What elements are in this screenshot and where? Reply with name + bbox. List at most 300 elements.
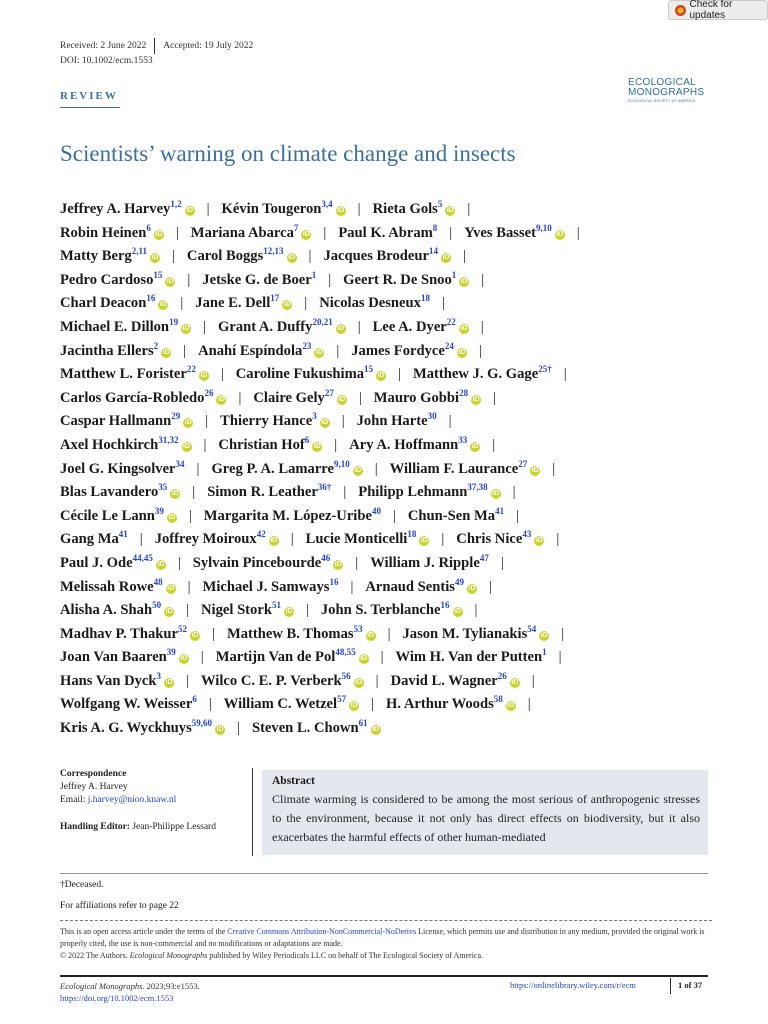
author-separator: |: [374, 460, 378, 477]
author-line: [60, 410, 720, 434]
author-name: Melissah Rowe: [60, 578, 154, 595]
orcid-icon[interactable]: iD: [167, 584, 175, 592]
author-separator: |: [398, 366, 401, 383]
date-separator: [154, 38, 155, 54]
orcid-icon[interactable]: iD: [338, 395, 346, 403]
author-name: Hans Van Dyck: [60, 672, 157, 689]
author: [198, 340, 324, 359]
affiliation-superscript[interactable]: 22: [446, 317, 456, 328]
affiliation-superscript[interactable]: 58: [493, 694, 503, 705]
author-name: Sylvain Pincebourde: [192, 554, 322, 571]
license-text: [60, 926, 710, 962]
author-separator: |: [358, 389, 362, 406]
affiliation-superscript[interactable]: 44,45: [132, 553, 153, 564]
orcid-icon[interactable]: iD: [507, 702, 515, 710]
author-name: Joel G. Kingsolver: [60, 460, 176, 477]
orcid-icon[interactable]: iD: [556, 230, 564, 238]
author: [358, 484, 500, 500]
orcid-icon[interactable]: iD: [313, 442, 321, 450]
affiliation-superscript[interactable]: 35: [158, 482, 168, 493]
author: [391, 673, 520, 689]
author-name: Ary A. Hoffmann: [349, 436, 459, 453]
author-name: Caroline Fukushima: [235, 366, 365, 383]
author: [60, 413, 193, 429]
author-separator: |: [500, 554, 504, 571]
affiliation-superscript[interactable]: 24: [444, 340, 454, 351]
author-separator: |: [343, 484, 347, 501]
affiliation-superscript[interactable]: 7: [293, 222, 299, 233]
affiliation-superscript[interactable]: 48,55: [335, 647, 356, 658]
orcid-icon[interactable]: iD: [492, 490, 500, 498]
author-name: Martijn Van de Pol: [215, 649, 336, 666]
affiliation-superscript[interactable]: 41: [118, 529, 128, 540]
author: [60, 340, 171, 359]
affiliation-superscript[interactable]: 47: [479, 553, 489, 564]
affiliation-superscript[interactable]: 34: [175, 458, 185, 469]
orcid-icon[interactable]: iD: [168, 513, 176, 521]
author-line: [60, 552, 720, 576]
orcid-icon[interactable]: iD: [151, 254, 159, 262]
author-name: Michael E. Dillon: [60, 318, 170, 335]
article-title: Scientists’ warning on climate change and insects: [60, 141, 516, 166]
orcid-icon[interactable]: iD: [472, 395, 480, 403]
license-part1: This is an open access article under the terms of the: [60, 927, 228, 936]
orcid-icon[interactable]: iD: [360, 655, 368, 663]
author-separator: |: [489, 578, 492, 595]
author: [252, 720, 381, 736]
affiliation-superscript[interactable]: 6: [192, 694, 197, 705]
author-separator: |: [441, 531, 445, 548]
author-separator: |: [448, 413, 452, 430]
orcid-icon[interactable]: iD: [191, 631, 199, 639]
author-line: [60, 505, 720, 529]
author-name: Michael J. Samways: [202, 578, 330, 595]
author-name: Matty Berg: [60, 248, 132, 265]
affiliation-superscript[interactable]: 29: [171, 411, 181, 422]
author: [373, 201, 456, 217]
orcid-icon[interactable]: iD: [354, 466, 362, 474]
affiliation-superscript[interactable]: 39: [166, 647, 176, 658]
author: [60, 484, 180, 500]
affiliation-superscript[interactable]: 31,32: [158, 435, 179, 446]
orcid-icon[interactable]: iD: [184, 419, 192, 427]
author-name: Paul J. Ode: [60, 554, 133, 571]
author-separator: |: [212, 625, 215, 642]
affiliation-superscript[interactable]: 36†: [317, 482, 332, 493]
affiliation-superscript[interactable]: 51: [271, 600, 281, 611]
author: [60, 623, 200, 642]
affiliation-superscript[interactable]: 41: [495, 505, 505, 516]
author: [226, 623, 376, 642]
affiliation-superscript[interactable]: 61: [358, 718, 368, 729]
author: [155, 531, 279, 547]
copyright-a: © 2022 The Authors.: [60, 951, 130, 960]
affiliation-superscript[interactable]: 37,38: [467, 482, 488, 493]
orcid-icon[interactable]: iD: [460, 277, 468, 285]
affiliation-superscript[interactable]: 23: [302, 340, 312, 351]
author: [60, 576, 176, 595]
affiliation-superscript[interactable]: 30: [427, 411, 437, 422]
author: [60, 531, 128, 547]
author: [60, 295, 168, 311]
orcid-icon[interactable]: iD: [511, 678, 519, 686]
author-name: Simon R. Leather: [207, 484, 318, 501]
check-for-updates-label: Check for updates: [689, 0, 733, 21]
handling-editor-name: Jean-Philippe Lessard: [132, 822, 216, 832]
author: [193, 555, 344, 571]
author-separator: |: [558, 649, 562, 666]
orcid-icon[interactable]: iD: [162, 348, 170, 356]
affiliation-superscript[interactable]: 57: [337, 694, 347, 705]
handling-editor-label: Handling Editor:: [60, 822, 133, 832]
author-separator: |: [481, 271, 485, 288]
copyright-b: published by Wiley Periodicals LLC on behalf of The Ecological Society of America.: [207, 951, 484, 960]
license-link[interactable]: Creative Commons Attribution-NonCommercial-NoDerivs: [227, 927, 417, 936]
orcid-icon[interactable]: iD: [315, 348, 323, 356]
affiliation-superscript[interactable]: 19: [169, 317, 179, 328]
author: [224, 696, 359, 712]
author: [202, 576, 339, 595]
orcid-icon[interactable]: iD: [446, 207, 454, 214]
affiliation-superscript[interactable]: 28: [459, 387, 469, 398]
author-name: Jeffrey A. Harvey: [60, 201, 171, 217]
author-separator: |: [323, 224, 327, 241]
author-separator: |: [304, 295, 308, 312]
author-separator: |: [187, 271, 191, 288]
author: [211, 458, 362, 477]
author-name: Nicolas Desneux: [319, 295, 421, 312]
orcid-icon[interactable]: iD: [460, 324, 468, 332]
author: [60, 201, 195, 217]
page-number: 1 of 37: [678, 980, 703, 990]
orcid-icon[interactable]: iD: [540, 631, 548, 639]
author: [203, 505, 381, 524]
author-name: H. Arthur Woods: [386, 696, 494, 713]
author-separator: |: [175, 224, 179, 241]
affiliation-superscript[interactable]: 16: [440, 600, 450, 611]
author-name: Pedro Cardoso: [60, 271, 154, 288]
footer-journal-url[interactable]: https://onlinelibrary.wiley.com/r/ecm: [510, 980, 636, 990]
author-line: [60, 198, 720, 222]
affiliation-superscript[interactable]: 50: [152, 600, 162, 611]
affiliation-superscript[interactable]: 1: [451, 269, 457, 280]
author: [218, 319, 346, 335]
author: [60, 505, 177, 524]
affiliation-superscript[interactable]: 42: [256, 529, 266, 540]
author: [207, 484, 331, 500]
author-name: Cécile Le Lann: [60, 507, 155, 524]
author-name: Jacintha Ellers: [60, 342, 154, 359]
author: [218, 437, 322, 453]
footer-citation: [60, 980, 200, 1004]
affiliation-superscript[interactable]: 18: [407, 529, 417, 540]
author-name: Jetske G. de Boer: [202, 271, 312, 288]
footer-separator: [670, 978, 671, 994]
abstract-heading: Abstract: [272, 775, 315, 787]
orcid-icon[interactable]: iD: [155, 230, 163, 238]
author-line: [60, 316, 720, 340]
orcid-icon[interactable]: iD: [217, 395, 225, 403]
orcid-icon[interactable]: iD: [157, 560, 165, 568]
author: [343, 269, 469, 288]
author-name: Arnaud Sentis: [365, 578, 455, 595]
orcid-icon[interactable]: iD: [216, 726, 224, 734]
author-name: Anahí Espíndola: [198, 342, 303, 359]
author-separator: |: [238, 389, 242, 406]
author-separator: |: [576, 224, 580, 241]
author-separator: |: [305, 602, 309, 619]
affiliation-superscript[interactable]: 27: [518, 458, 528, 469]
affiliation-superscript[interactable]: 20,21: [312, 317, 333, 328]
author-separator: |: [355, 554, 359, 571]
author: [323, 248, 451, 264]
orcid-icon[interactable]: iD: [288, 254, 296, 262]
affiliation-superscript[interactable]: 8: [432, 222, 438, 233]
author-name: William F. Laurance: [389, 460, 519, 477]
affiliation-superscript[interactable]: 9,10: [334, 458, 350, 469]
affiliation-superscript[interactable]: 3,4: [321, 199, 333, 210]
orcid-icon[interactable]: iD: [182, 324, 190, 332]
author-name: John Harte: [356, 413, 428, 430]
notes-rule: [60, 873, 708, 874]
orcid-icon[interactable]: iD: [377, 372, 385, 380]
author: [395, 649, 546, 665]
author-separator: |: [467, 201, 471, 217]
author: [190, 222, 312, 241]
author: [373, 319, 469, 335]
author-separator: |: [516, 507, 519, 524]
article-dates: [60, 38, 253, 54]
author: [464, 222, 565, 241]
affiliation-superscript[interactable]: 2,11: [131, 246, 147, 257]
author-line: [60, 528, 720, 552]
affiliation-superscript[interactable]: 54: [527, 623, 537, 634]
orcid-icon[interactable]: iD: [458, 348, 466, 356]
author: [236, 366, 386, 382]
author: [407, 505, 505, 524]
affiliation-superscript[interactable]: 39: [154, 505, 164, 516]
affiliation-superscript[interactable]: 5: [437, 199, 443, 210]
author-line: [60, 340, 720, 364]
affiliation-superscript[interactable]: 17: [270, 293, 280, 304]
affiliation-superscript[interactable]: 2: [153, 340, 159, 351]
author-separator: |: [334, 436, 338, 453]
author-name: Philipp Lehmann: [358, 484, 468, 501]
affiliation-superscript[interactable]: 52: [178, 623, 188, 634]
author-name: Alisha A. Shah: [60, 602, 153, 619]
orcid-icon[interactable]: iD: [420, 537, 428, 545]
check-for-updates-button[interactable]: [668, 0, 768, 20]
author-name: Mauro Gobbi: [373, 389, 460, 406]
section-label: REVIEW: [60, 90, 118, 102]
author-separator: |: [203, 436, 207, 453]
affiliation-superscript[interactable]: 40: [371, 505, 381, 516]
orcid-icon[interactable]: iD: [337, 324, 345, 332]
orcid-icon[interactable]: iD: [165, 608, 173, 616]
author: [60, 458, 185, 477]
author-name: Chun-Sen Ma: [407, 507, 496, 524]
affiliation-superscript[interactable]: 16: [146, 293, 156, 304]
author-separator: |: [563, 366, 567, 383]
orcid-icon[interactable]: iD: [171, 490, 179, 498]
affiliation-superscript[interactable]: 18: [420, 293, 430, 304]
author: [201, 673, 364, 689]
affiliation-superscript[interactable]: 1,2: [170, 199, 182, 210]
orcid-icon[interactable]: iD: [165, 678, 173, 686]
affiliation-superscript[interactable]: 26: [497, 671, 507, 682]
orcid-icon[interactable]: iD: [283, 301, 291, 309]
author-separator: |: [186, 602, 189, 619]
license-part2: License, which permits use and distribution in any medium, provided the original work is properly cited, the use is non-commercial and no modifications or adaptations are made.: [60, 927, 705, 948]
email-label: Email:: [60, 795, 88, 805]
author: [413, 366, 552, 382]
author-line: [60, 646, 720, 670]
author-separator: |: [375, 672, 379, 689]
orcid-icon[interactable]: iD: [159, 301, 167, 309]
affiliation-superscript[interactable]: 6: [146, 222, 151, 233]
orcid-icon[interactable]: iD: [180, 655, 188, 663]
author-name: Joffrey Moiroux: [154, 531, 257, 548]
footer-doi-link[interactable]: https://doi.org/10.1002/ecm.1553: [60, 993, 174, 1003]
author-separator: |: [183, 342, 187, 359]
orcid-icon[interactable]: iD: [321, 419, 329, 427]
affiliation-superscript[interactable]: 9,10: [535, 222, 552, 233]
author-separator: |: [203, 318, 206, 335]
author-separator: |: [387, 625, 391, 642]
author-line: [60, 458, 720, 482]
accepted-date: Accepted: 19 July 2022: [163, 41, 254, 51]
author: [222, 201, 346, 217]
author-name: William C. Wetzel: [223, 696, 338, 713]
affiliation-superscript[interactable]: 15: [153, 269, 163, 280]
author: [60, 248, 160, 264]
affiliation-superscript[interactable]: 12,13: [263, 246, 284, 257]
author: [202, 269, 317, 288]
author: [60, 673, 174, 689]
orcid-icon[interactable]: iD: [468, 584, 476, 592]
affiliation-superscript[interactable]: 53: [353, 623, 363, 634]
author-name: Wilco C. E. P. Verberk: [200, 672, 342, 689]
author-name: Matthew J. G. Gage: [412, 366, 539, 383]
author-separator: |: [237, 720, 240, 737]
orcid-icon[interactable]: iD: [285, 608, 293, 616]
author-name: Margarita M. López-Uribe: [203, 507, 372, 524]
author: [321, 602, 463, 618]
orcid-icon[interactable]: iD: [367, 631, 375, 639]
author-name: Paul K. Abram: [338, 224, 433, 241]
footer-citation-text: 2023;93:e1553.: [144, 981, 200, 991]
author: [60, 387, 226, 406]
author-name: Steven L. Chown: [251, 720, 359, 737]
author-name: Joan Van Baaren: [60, 649, 167, 666]
affiliation-superscript[interactable]: 15: [364, 364, 374, 375]
author: [351, 340, 467, 359]
correspondence-block: [60, 768, 245, 834]
orcid-icon[interactable]: iD: [166, 277, 174, 285]
orcid-icon[interactable]: iD: [186, 207, 194, 214]
author-name: Charl Deacon: [60, 295, 147, 312]
affiliation-superscript[interactable]: 26: [204, 387, 214, 398]
author-separator: |: [341, 413, 345, 430]
orcid-icon[interactable]: iD: [350, 702, 358, 710]
affiliation-superscript[interactable]: 3: [156, 671, 162, 682]
author-separator: |: [449, 224, 453, 241]
affiliation-superscript[interactable]: 14: [429, 246, 438, 257]
footer-rule: [60, 975, 708, 977]
affiliation-superscript[interactable]: 3: [312, 411, 317, 422]
orcid-icon[interactable]: iD: [200, 372, 208, 380]
affiliation-superscript[interactable]: 56: [341, 671, 351, 682]
affiliation-superscript[interactable]: 33: [458, 435, 468, 446]
affiliation-superscript[interactable]: 27: [324, 387, 334, 398]
affiliation-superscript[interactable]: 6: [304, 435, 310, 446]
orcid-icon[interactable]: iD: [471, 442, 479, 450]
affiliation-superscript[interactable]: 25†: [538, 364, 552, 375]
author: [60, 222, 164, 241]
affiliation-superscript[interactable]: 49: [455, 576, 464, 587]
affiliation-superscript[interactable]: 43: [522, 529, 532, 540]
orcid-icon[interactable]: iD: [337, 207, 345, 214]
author-separator: |: [357, 201, 361, 217]
orcid-icon[interactable]: iD: [355, 678, 363, 686]
author: [60, 437, 192, 453]
author: [187, 248, 297, 264]
author-separator: |: [441, 295, 445, 312]
email-link[interactable]: j.harvey@nioo.knaw.nl: [87, 795, 177, 805]
author-name: Caspar Hallmann: [60, 413, 172, 430]
author-name: Wim H. Van der Putten: [395, 649, 543, 666]
deceased-note: †Deceased.: [60, 880, 104, 890]
author-name: Robin Heinen: [60, 224, 147, 241]
orcid-icon[interactable]: iD: [442, 254, 450, 262]
author: [60, 602, 174, 618]
affiliation-superscript[interactable]: 22: [186, 364, 196, 375]
affiliation-superscript[interactable]: 59,60: [191, 718, 213, 729]
affiliation-superscript[interactable]: 1: [311, 269, 317, 280]
orcid-icon[interactable]: iD: [334, 560, 342, 568]
affiliation-superscript[interactable]: 16: [329, 576, 339, 587]
author-name: Christian Hof: [218, 436, 305, 453]
author-separator: |: [336, 342, 340, 359]
orcid-icon[interactable]: iD: [372, 726, 380, 734]
author: [370, 555, 489, 571]
author-separator: |: [139, 531, 143, 548]
author-name: Jason M. Tylianakis: [402, 625, 528, 642]
author-name: Gang Ma: [60, 531, 119, 548]
author-name: Wolfgang W. Weisser: [60, 696, 193, 713]
author: [386, 696, 516, 712]
affiliation-superscript[interactable]: 46: [321, 553, 331, 564]
author-separator: |: [480, 318, 484, 335]
abstract-text: Climate warming is considered to be among the most serious of anthropogenic stresses to the environment, because it not only has direct effects on biodiversity, but it also exacerbates the harmful effects of other human-mediated: [272, 792, 700, 844]
orcid-icon[interactable]: iD: [454, 608, 462, 616]
author-name: Jacques Brodeur: [323, 248, 429, 265]
author: [60, 366, 209, 382]
orcid-icon[interactable]: iD: [535, 537, 543, 545]
author: [306, 531, 430, 547]
author-line: [60, 623, 720, 647]
affiliation-superscript[interactable]: 48: [153, 576, 163, 587]
orcid-icon[interactable]: iD: [531, 466, 539, 474]
orcid-icon[interactable]: iD: [183, 442, 190, 450]
author-line: [60, 245, 720, 269]
author-separator: |: [290, 531, 294, 548]
author-line: [60, 222, 720, 246]
orcid-icon[interactable]: iD: [270, 537, 278, 545]
orcid-icon[interactable]: iD: [302, 230, 310, 238]
author: [201, 602, 294, 618]
affiliation-superscript[interactable]: 1: [542, 647, 547, 658]
